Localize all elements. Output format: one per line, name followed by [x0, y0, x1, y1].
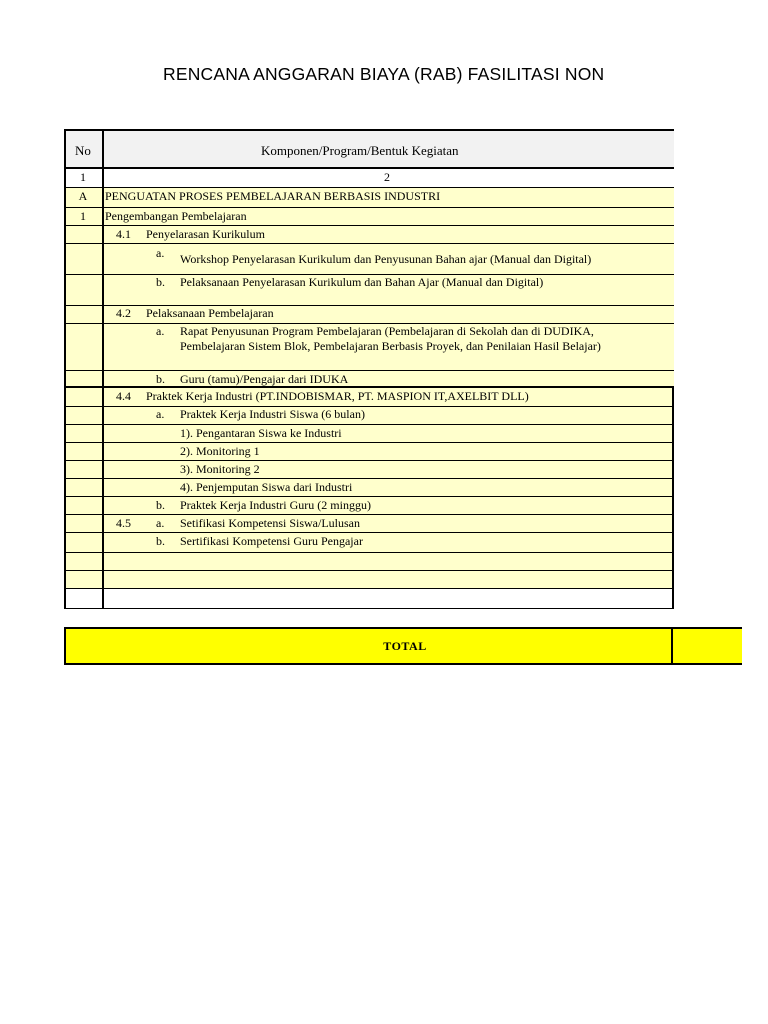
r41a-letter: a. [156, 246, 165, 260]
row-no-cell[interactable] [64, 188, 104, 207]
table-row [64, 443, 674, 461]
total-row [64, 627, 742, 665]
table-row [64, 188, 674, 207]
row-no-cell[interactable] [64, 589, 104, 608]
r41b-letter: b. [156, 275, 165, 289]
total-divider [671, 627, 673, 665]
row-no-cell[interactable] [64, 479, 104, 496]
table-row [64, 497, 674, 515]
table-row [64, 371, 674, 388]
r44-label[interactable]: Praktek Kerja Industri (PT.INDOBISMAR, PT. MASPION IT,AXELBIT DLL) [146, 389, 529, 403]
row-no-cell[interactable] [64, 275, 104, 305]
r44a2-label[interactable]: 2). Monitoring 1 [180, 444, 260, 458]
index-1-label: 1 [80, 170, 86, 184]
r44a4-label[interactable]: 4). Penjemputan Siswa dari Industri [180, 480, 353, 494]
r44b-label[interactable]: Praktek Kerja Industri Guru (2 minggu) [180, 498, 371, 512]
table-row [64, 533, 674, 553]
r42a-line1[interactable]: Rapat Penyusunan Program Pembelajaran (Pembelajaran di Sekolah dan di DUDIKA, [180, 324, 594, 338]
r45b-letter: b. [156, 534, 165, 548]
table-row [64, 244, 674, 275]
header-no-label: No [75, 143, 91, 158]
index-2-label[interactable]: 2 [384, 170, 390, 184]
header-no-cell[interactable] [64, 131, 104, 167]
row-no-cell[interactable] [64, 553, 104, 570]
row-no-cell[interactable] [64, 443, 104, 460]
index-cell-1[interactable] [64, 169, 104, 187]
table-right-border [672, 387, 674, 609]
r42b-label[interactable]: Guru (tamu)/Pengajar dari IDUKA [180, 372, 349, 386]
row-no-cell[interactable] [64, 208, 104, 225]
r41b-label[interactable]: Pelaksanaan Penyelarasan Kurikulum dan Bahan Ajar (Manual dan Digital) [180, 275, 544, 289]
row-no-cell[interactable] [64, 244, 104, 274]
r44a-letter: a. [156, 407, 165, 421]
section-a-code: A [78, 189, 88, 203]
r41-code: 4.1 [116, 227, 131, 241]
r41-label[interactable]: Penyelarasan Kurikulum [146, 227, 265, 241]
empty-row [64, 553, 674, 571]
total-label[interactable]: TOTAL [383, 639, 427, 653]
r42b-letter: b. [156, 372, 165, 386]
r44a-label[interactable]: Praktek Kerja Industri Siswa (6 bulan) [180, 407, 365, 421]
row-no-cell[interactable] [64, 371, 104, 386]
table-row [64, 324, 674, 371]
r41a-label[interactable]: Workshop Penyelarasan Kurikulum dan Penyusunan Bahan ajar (Manual dan Digital) [180, 252, 592, 266]
rab-table [64, 129, 674, 609]
r45-code: 4.5 [116, 516, 131, 530]
r45b-label[interactable]: Sertifikasi Kompetensi Guru Pengajar [180, 534, 363, 548]
empty-row [64, 571, 674, 589]
table-row [64, 207, 674, 226]
table-row [64, 407, 674, 425]
empty-row [64, 589, 674, 609]
table-row [64, 226, 674, 244]
sub1-code: 1 [80, 209, 86, 223]
row-no-cell[interactable] [64, 571, 104, 588]
r42a-letter: a. [156, 324, 165, 338]
row-no-cell[interactable] [64, 425, 104, 442]
r45a-letter: a. [156, 516, 165, 530]
r42a-line2[interactable]: Pembelajaran Sistem Blok, Pembelajaran Berbasis Proyek, dan Penilaian Hasil Belajar) [180, 339, 601, 353]
r42-code: 4.2 [116, 306, 131, 320]
sub1-label[interactable]: Pengembangan Pembelajaran [105, 209, 247, 223]
table-row [64, 461, 674, 479]
row-no-cell[interactable] [64, 461, 104, 478]
table-row [64, 306, 674, 324]
table-row [64, 275, 674, 306]
table-header-row [64, 129, 674, 169]
page-title: RENCANA ANGGARAN BIAYA (RAB) FASILITASI NON [163, 64, 605, 84]
section-a-label[interactable]: PENGUATAN PROSES PEMBELAJARAN BERBASIS INDUSTRI [105, 189, 441, 203]
row-no-cell[interactable] [64, 324, 104, 370]
column-index-row [64, 169, 674, 188]
row-no-cell[interactable] [64, 226, 104, 243]
table-row [64, 425, 674, 443]
header-component-label[interactable]: Komponen/Program/Bentuk Kegiatan [261, 143, 459, 158]
table-left-border [64, 129, 66, 609]
r44-code: 4.4 [116, 389, 131, 403]
r44b-letter: b. [156, 498, 165, 512]
row-no-cell[interactable] [64, 533, 104, 552]
row-no-cell[interactable] [64, 515, 104, 532]
r44a3-label[interactable]: 3). Monitoring 2 [180, 462, 260, 476]
table-row [64, 479, 674, 497]
r45a-label[interactable]: Setifikasi Kompetensi Siswa/Lulusan [180, 516, 360, 530]
table-row [64, 515, 674, 533]
row-no-cell[interactable] [64, 497, 104, 514]
row-no-cell[interactable] [64, 306, 104, 323]
row-no-cell[interactable] [64, 407, 104, 424]
row-no-cell[interactable] [64, 388, 104, 406]
table-row [64, 388, 674, 407]
r44a1-label[interactable]: 1). Pengantaran Siswa ke Industri [180, 426, 342, 440]
r42-label[interactable]: Pelaksanaan Pembelajaran [146, 306, 274, 320]
